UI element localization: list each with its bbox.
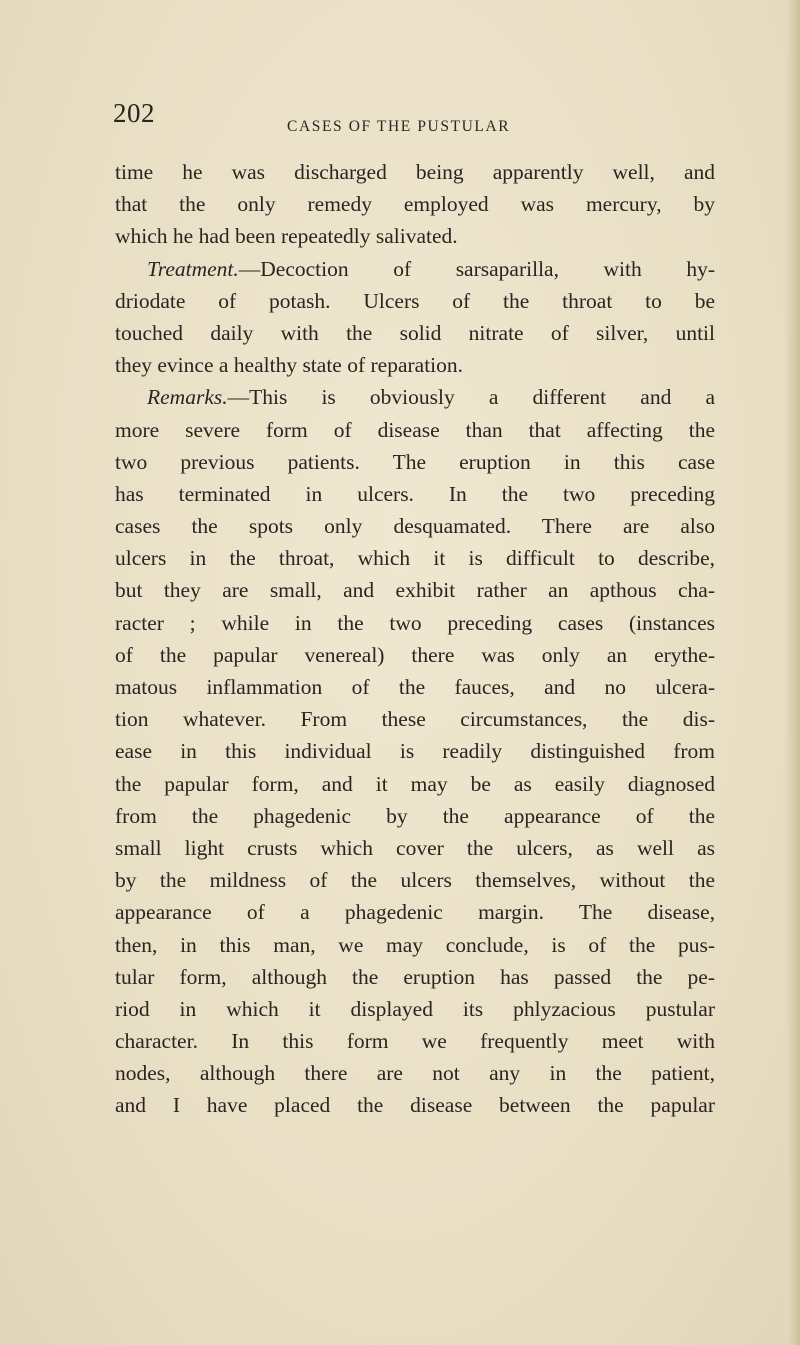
text-line: matous inflammation of the fauces, and no ulcera-	[115, 675, 715, 699]
text-line: then, in this man, we may conclude, is of the pus-	[115, 932, 715, 957]
text-line: character. In this form we frequently meet with	[115, 1029, 715, 1054]
text-line-remarks	[115, 381, 715, 413]
treatment-heading: Treatment.	[147, 256, 239, 281]
treatment-text: —Decoction of sarsaparilla, with hy-	[238, 256, 715, 281]
text-line: from the phagedenic by the appearance of the	[115, 803, 715, 828]
text-line: the papular form, and it may be as easily diagnosed	[115, 771, 715, 796]
text-line: which he had been repeatedly salivated.	[115, 224, 458, 249]
page-edge-shadow	[786, 0, 800, 1345]
remarks-text: —This is obviously a different and a	[227, 385, 715, 410]
text-line: that the only remedy employed was mercury, by	[115, 192, 715, 217]
page-number: 202	[113, 98, 155, 128]
text-line: has terminated in ulcers. In the two preceding	[115, 481, 715, 506]
text-line: by the mildness of the ulcers themselves, without the	[115, 868, 715, 893]
text-line: and I have placed the disease between the papular	[115, 1093, 715, 1118]
page-header	[0, 98, 800, 138]
text-line: driodate of potash. Ulcers of the throat to be	[115, 288, 715, 313]
text-line: racter ; while in the two preceding cases (instances	[115, 610, 715, 635]
remarks-heading: Remarks.	[147, 385, 228, 410]
text-line: touched daily with the solid nitrate of silver, until	[115, 320, 715, 345]
text-line: tular form, although the eruption has passed the pe-	[115, 964, 715, 989]
text-line-treatment	[115, 253, 715, 285]
text-line: two previous patients. The eruption in this case	[115, 449, 715, 474]
text-line: time he was discharged being apparently well, and	[115, 160, 715, 184]
text-line: small light crusts which cover the ulcers, as well as	[115, 835, 715, 860]
body-text	[115, 156, 715, 1122]
text-line: tion whatever. From these circumstances, the dis-	[115, 707, 715, 732]
text-line: but they are small, and exhibit rather an apthous cha-	[115, 578, 715, 603]
text-line: more severe form of disease than that affecting the	[115, 417, 715, 442]
text-line: cases the spots only desquamated. There are also	[115, 514, 715, 539]
text-line: appearance of a phagedenic margin. The disease,	[115, 900, 715, 925]
text-line: ulcers in the throat, which it is difficult to describe,	[115, 546, 715, 571]
text-line: of the papular venereal) there was only an erythe-	[115, 642, 715, 667]
text-line: they evince a healthy state of reparation.	[115, 353, 464, 378]
text-line: ease in this individual is readily distinguished from	[115, 739, 715, 764]
text-line: nodes, although there are not any in the patient,	[115, 1061, 715, 1086]
running-head: CASES OF THE PUSTULAR	[287, 118, 511, 135]
text-line: riod in which it displayed its phlyzacious pustular	[115, 996, 715, 1021]
